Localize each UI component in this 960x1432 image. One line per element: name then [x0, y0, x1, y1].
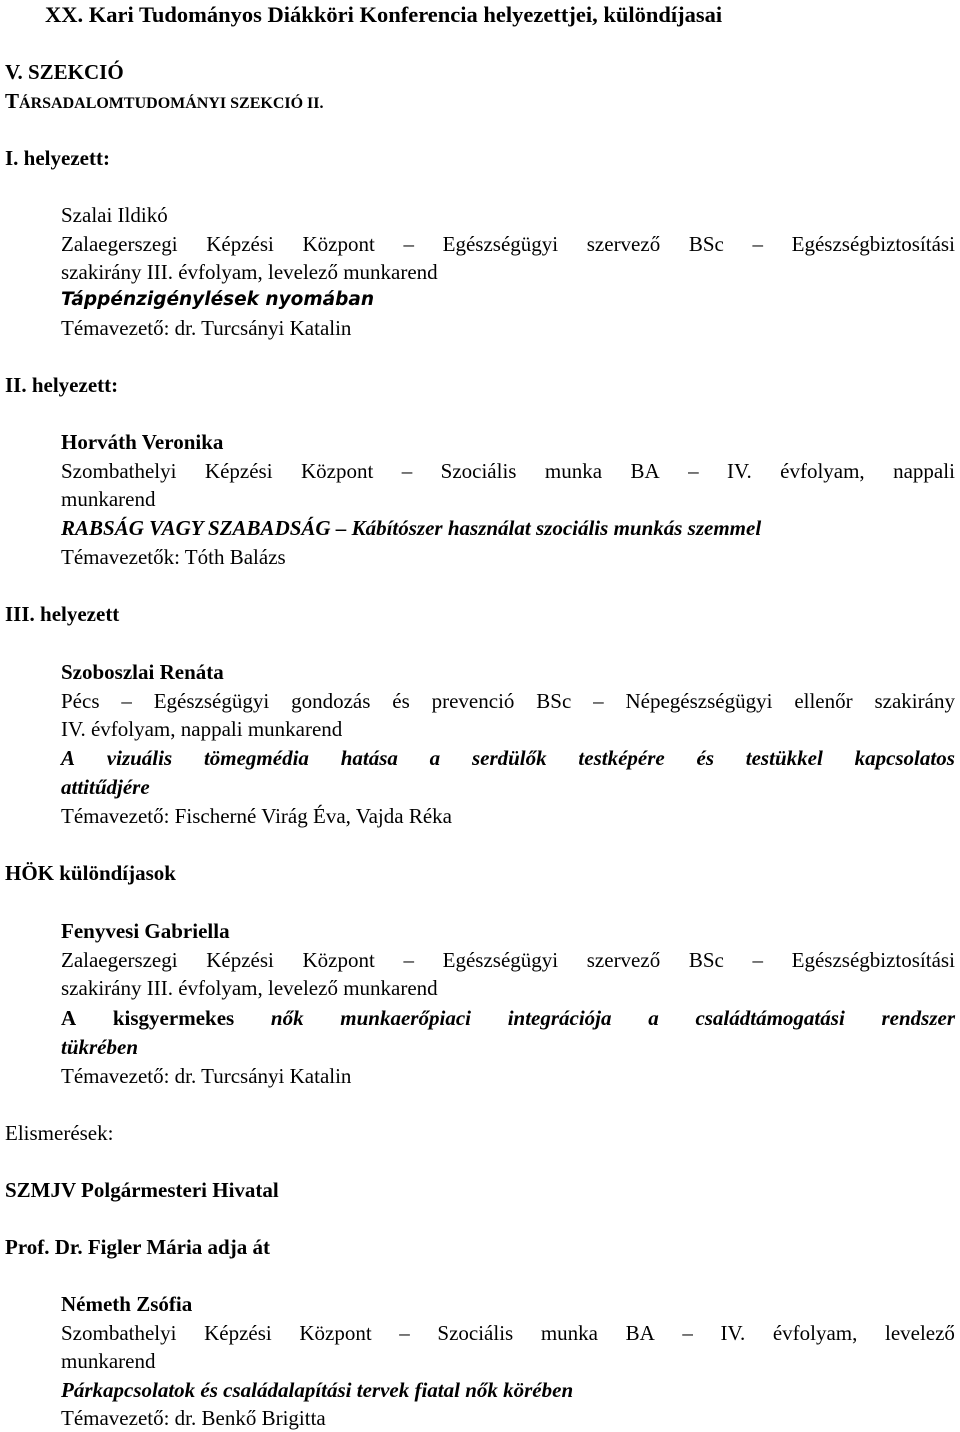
placement-3-affiliation-line1: Pécs – Egészségügyi gondozás és prevenció BSc – Népegészségügyi ellenőr szakirány: [61, 689, 955, 713]
placement-1-name: Szalai Ildikó: [61, 203, 168, 227]
document-title: XX. Kari Tudományos Diákköri Konferencia helyezettjei, különdíjasai: [45, 2, 723, 27]
placement-3-name: Szoboszlai Renáta: [61, 660, 224, 684]
recognitions-org: SZMJV Polgármesteri Hivatal: [5, 1178, 279, 1202]
placement-2-work-title: RABSÁG VAGY SZABADSÁG – Kábítószer használat szociális munkás szemmel: [61, 516, 762, 540]
recognitions-heading: Elismerések:: [5, 1121, 114, 1145]
hok-affiliation-line1: Zalaegerszegi Képzési Központ – Egészségügyi szervező BSc – Egészségbiztosítási: [61, 948, 955, 972]
placement-2-affiliation-line2: munkarend: [61, 487, 156, 511]
section-label: V. SZEKCIÓ: [5, 60, 124, 84]
hok-name: Fenyvesi Gabriella: [61, 919, 230, 943]
placement-1-heading: I. helyezett:: [5, 146, 110, 170]
recognitions-work-title: Párkapcsolatok és családalapítási tervek fiatal nők körében: [61, 1378, 574, 1402]
placement-3-work-title-line1: A vizuális tömegmédia hatása a serdülők testképére és testükkel kapcsolatos: [61, 746, 955, 770]
placement-3-work-title-line2: attitűdjére: [61, 775, 150, 799]
hok-supervisor: Témavezető: dr. Turcsányi Katalin: [61, 1064, 352, 1088]
placement-3-affiliation-line2: IV. évfolyam, nappali munkarend: [61, 717, 343, 741]
hok-work-title-line2: tükrében: [61, 1035, 139, 1059]
hok-work-title-line1: A kisgyermekes nők munkaerőpiaci integrációja a családtámogatási rendszer: [61, 1006, 955, 1030]
placement-1-work-title: Táppénzigénylések nyomában: [61, 289, 375, 310]
placement-1-supervisor: Témavezető: dr. Turcsányi Katalin: [61, 316, 352, 340]
section-name: TÁRSADALOMTUDOMÁNYI SZEKCIÓ II.: [5, 89, 324, 113]
placement-3-supervisor: Témavezető: Fischerné Virág Éva, Vajda Réka: [61, 804, 452, 828]
placement-1-affiliation-line1: Zalaegerszegi Képzési Központ – Egészségügyi szervező BSc – Egészségbiztosítási: [61, 232, 955, 256]
recognitions-presenter: Prof. Dr. Figler Mária adja át: [5, 1235, 270, 1259]
placement-2-name: Horváth Veronika: [61, 430, 224, 454]
hok-affiliation-line2: szakirány III. évfolyam, levelező munkarend: [61, 976, 438, 1000]
recognitions-name: Németh Zsófia: [61, 1292, 193, 1316]
placement-2-heading: II. helyezett:: [5, 373, 119, 397]
placement-1-affiliation-line2: szakirány III. évfolyam, levelező munkarend: [61, 260, 438, 284]
recognitions-affiliation-line1: Szombathelyi Képzési Központ – Szociális munka BA – IV. évfolyam, levelező: [61, 1321, 955, 1345]
hok-heading: HÖK különdíjasok: [5, 861, 176, 885]
recognitions-affiliation-line2: munkarend: [61, 1349, 156, 1373]
placement-2-affiliation-line1: Szombathelyi Képzési Központ – Szociális munka BA – IV. évfolyam, nappali: [61, 459, 955, 483]
placement-2-supervisor: Témavezetők: Tóth Balázs: [61, 545, 286, 569]
recognitions-supervisor: Témavezető: dr. Benkő Brigitta: [61, 1406, 326, 1430]
placement-3-heading: III. helyezett: [5, 602, 120, 626]
